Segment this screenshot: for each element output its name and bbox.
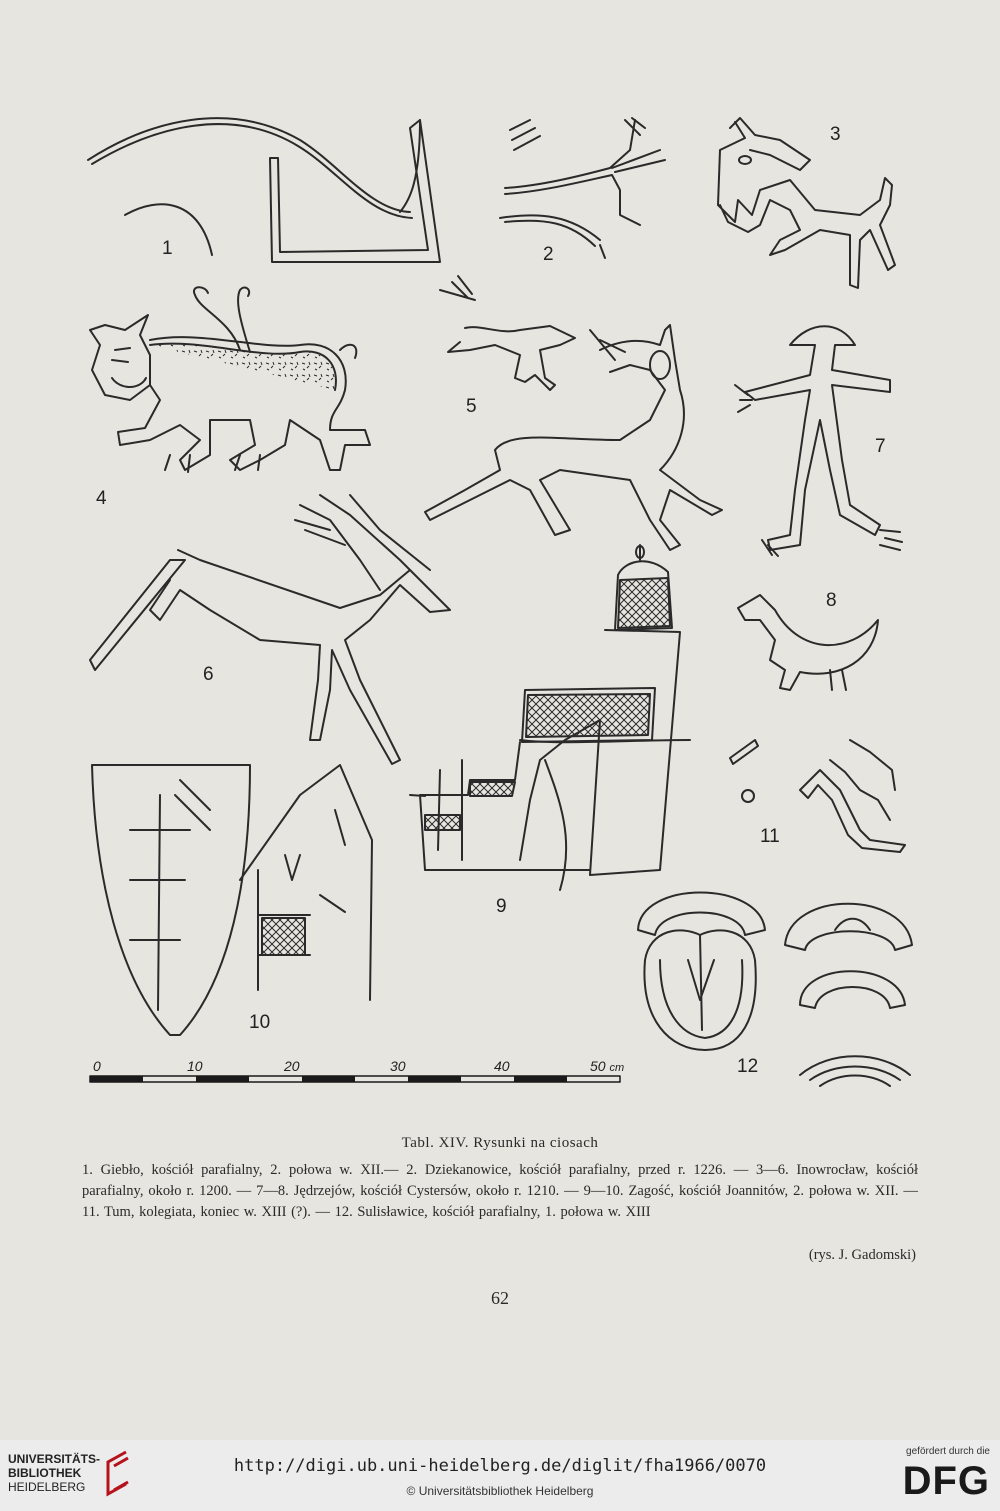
figure-number-1: 1 (162, 238, 173, 259)
caption-body: 1. Giebło, kościół parafialny, 2. połowa w. XII.— 2. Dziekanowice, kościół parafialny, przed r. 1226. — 3—6. Inowrocław, kościół parafialny, około r. 1200. — 7—8. Jędrzejów, kościół Cystersów, około r. 1210. — 9—10. Zagość, kościół Joannitów, 2. połowa w. XII. — 11. Tum, kolegiata, koniec w. XIII (?). — 12. Sulisławice, kościół parafialny, 1. połowa w. XIII (82, 1162, 918, 1220)
scale-label-10: 10 (187, 1058, 203, 1074)
footer-bar (0, 1440, 1000, 1511)
figure-number-4: 4 (96, 488, 107, 509)
scale-label-0: 0 (93, 1058, 101, 1074)
drawing-10-shield-gable (92, 765, 372, 1035)
figure-number-5: 5 (466, 396, 477, 417)
figure-number-7: 7 (875, 436, 886, 457)
caption-credit: (rys. J. Gadomski) (808, 1247, 916, 1263)
figure-number-12: 12 (737, 1056, 759, 1077)
scale-label-30: 30 (390, 1058, 406, 1074)
dfg-logo[interactable]: DFG (902, 1459, 990, 1503)
figure-number-8: 8 (826, 590, 837, 611)
figure-number-11: 11 (760, 826, 780, 847)
drawing-2-branches (500, 118, 665, 258)
library-name-line3: HEIDELBERG (8, 1480, 86, 1494)
figure-number-6: 6 (203, 664, 214, 685)
footer-copyright: © Universitätsbibliothek Heidelberg (406, 1484, 594, 1498)
scale-label-40: 40 (494, 1058, 510, 1074)
drawing-4-feline (90, 287, 370, 472)
caption-title: Tabl. XIV. Rysunki na ciosach (401, 1135, 599, 1151)
page-number: 62 (491, 1288, 509, 1308)
scale-label-50 (590, 1058, 624, 1074)
figure-number-10: 10 (249, 1012, 271, 1033)
drawing-11-marks (730, 740, 905, 852)
scale-bar (90, 1076, 620, 1082)
drawing-9-church (410, 545, 690, 890)
scale-label-50-value: 50 (590, 1058, 606, 1074)
library-name-line2: BIBLIOTHEK (8, 1466, 82, 1480)
figure-number-3: 3 (830, 124, 841, 145)
drawing-6-stag (90, 495, 450, 764)
drawing-8-bird (738, 595, 878, 690)
figure-number-2: 2 (543, 244, 554, 265)
scale-unit: cm (609, 1062, 625, 1074)
funding-label: gefördert durch die (906, 1446, 990, 1457)
footer-url-link[interactable]: http://digi.ub.uni-heidelberg.de/diglit/fha1966/0070 (233, 1456, 767, 1476)
library-name-line1: UNIVERSITÄTS- (8, 1452, 101, 1466)
drawing-12-arcs (638, 893, 912, 1087)
figure-number-9: 9 (496, 896, 507, 917)
scale-label-20: 20 (284, 1058, 300, 1074)
drawing-3-animal (718, 118, 895, 288)
drawing-1-curves (88, 118, 440, 262)
